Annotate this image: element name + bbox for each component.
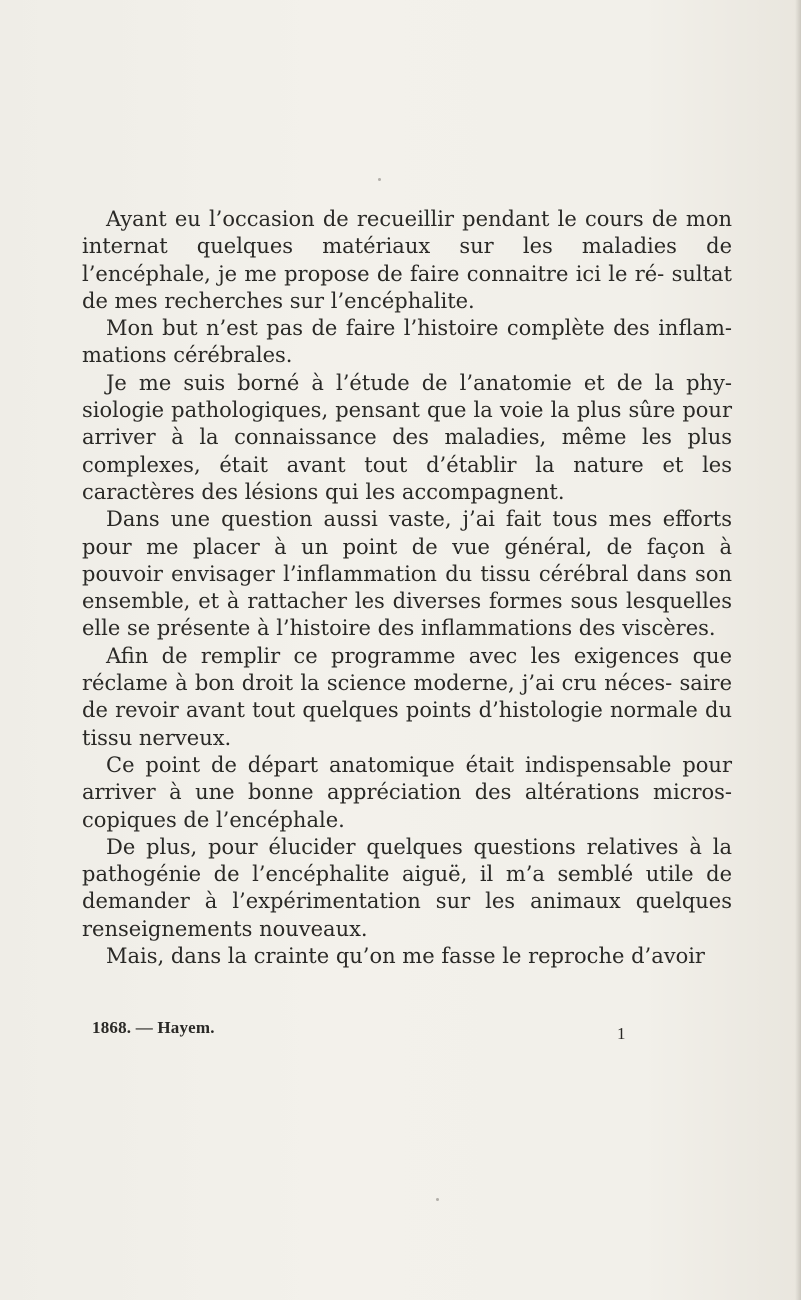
paragraph: Ce point de départ anatomique était indispensable pour arriver à une bonne appréciation des altérations micros- copiques de l’encéphale.	[82, 752, 732, 832]
paragraph: Ayant eu l’occasion de recueillir pendant le cours de mon internat quelques matériaux sur les maladies de l’encéphale, je me propose de faire connaitre ici le ré- sultat de mes recherches sur l’encéphalite.	[82, 207, 732, 313]
paper-speck	[378, 178, 381, 181]
paragraph: Afin de remplir ce programme avec les exigences que réclame à bon droit la science moderne, j’ai cru néces- saire de revoir avant tout quelques points d’histologie normale du tissu nerveux.	[82, 643, 732, 750]
body-text	[82, 206, 732, 970]
paragraph: Je me suis borné à l’étude de l’anatomie et de la phy- siologie pathologiques, pensant que la voie la plus sûre pour arriver à la connaissance des maladies, même les plus complexes, était avant tout d’établir la nature et les caractères des lésions qui les accompagnent.	[82, 370, 732, 504]
paragraph: Mais, dans la crainte qu’on me fasse le reproche d’avoir	[106, 944, 705, 969]
page-edge-shadow	[795, 0, 801, 1300]
page-number: 1	[617, 1024, 626, 1043]
printer-signature: 1868. — Hayem.	[92, 1018, 215, 1037]
paragraph: Mon but n’est pas de faire l’histoire complète des inflam- mations cérébrales.	[82, 316, 732, 368]
paragraph: De plus, pour élucider quelques questions relatives à la pathogénie de l’encéphalite aiguë, il m’a semblé utile de demander à l’expérimentation sur les animaux quelques renseignements nouveaux.	[82, 834, 732, 941]
paragraph: Dans une question aussi vaste, j’ai fait tous mes efforts pour me placer à un point de vue général, de façon à pouvoir envisager l’inflammation du tissu cérébral dans son ensemble, et à rattacher les diverses formes sous lesquelles elle se présente à l’histoire des inflammations des viscères.	[82, 507, 732, 641]
paper-speck	[436, 1198, 439, 1201]
